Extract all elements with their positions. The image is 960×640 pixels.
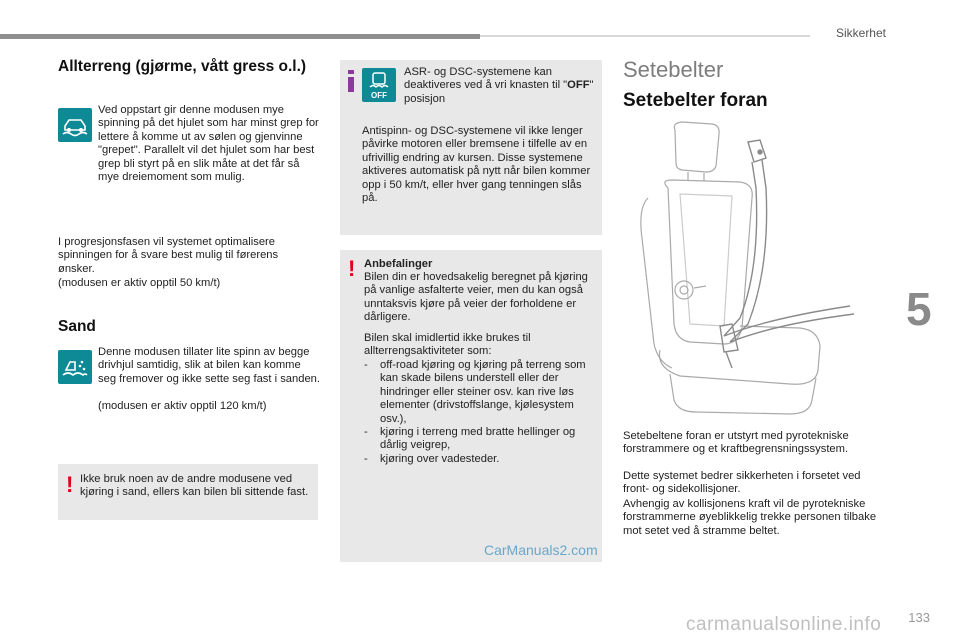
offroad-list bbox=[364, 359, 596, 466]
list-item: - off-road kjøring og kjøring på terreng som kan skade bilens understell eller der hindringer eller steiner osv. kan rive løs elementer (drivstoffslange, kjølesystem osv.), bbox=[364, 359, 586, 425]
setebelter-heading: Setebelter bbox=[623, 57, 724, 82]
warning-sand-text: Ikke bruk noen av de andre modusene ved kjøring i sand, ellers kan bilen bli sittende fast. bbox=[80, 473, 309, 499]
sand-speed-text: (modusen er aktiv opptil 120 km/t) bbox=[98, 400, 267, 412]
progress-text: I progresjonsfasen vil systemet optimalisere spinningen for å svare best mulig til førerens ønsker. bbox=[58, 236, 279, 275]
list-item: - kjøring over vadesteder. bbox=[364, 452, 500, 465]
chapter-number: 5 bbox=[906, 283, 932, 335]
setebelter-foran-heading: Setebelter foran bbox=[623, 90, 768, 111]
recommendations-box bbox=[340, 250, 602, 562]
header-bar-light bbox=[480, 35, 810, 37]
mud-terrain-icon bbox=[58, 108, 92, 142]
exclamation-icon-2: ! bbox=[348, 256, 356, 281]
exclamation-icon: ! bbox=[66, 472, 74, 497]
setebelter-text-3: Avhengig av kollisjonens kraft vil de pyrotekniske forstrammerne øyeblikkelig trekke personen tilbake mot setet ved å stramme beltet. bbox=[623, 498, 877, 537]
off-label: OFF bbox=[371, 91, 387, 100]
asr-info-box bbox=[340, 60, 602, 235]
list-item: - kjøring i terreng med bratte hellinger og dårlig veigrep, bbox=[364, 426, 576, 452]
watermark-online[interactable]: carmanualsonline.info bbox=[686, 614, 882, 635]
section-title: Sikkerhet bbox=[835, 26, 886, 40]
page-number: 133 bbox=[908, 610, 930, 625]
anbefalinger-title: Anbefalinger bbox=[364, 258, 433, 270]
antispin-text: Antispinn- og DSC-systemene vil ikke lenger påvirke motoren eller bremsene i tilfelle av en ufrivillig endring av kursen. Disse systemene aktiveres automatisk på nytt når bilen kommer opp i 50 km/t, eller hver gang tenningen slås på. bbox=[362, 125, 591, 205]
allterreng-text: Ved oppstart gir denne modusen mye spinning på det hjulet som har minst grep for lettere å komme ut av sølen og gjenvinne "grepet". Parallelt vil det hjulet som har best grep bli styrt på en slik måte at det får så mye dreiemoment som mulig. bbox=[98, 104, 319, 184]
watermark-carmanuals[interactable]: CarManuals2.com bbox=[484, 542, 598, 558]
anbefalinger-text: Bilen din er hovedsakelig beregnet på kjøring på vanlige asfalterte veier, men du kan også unntaksvis kjøre på veier der forholdene er dårligere. bbox=[364, 271, 588, 324]
sand-terrain-icon bbox=[58, 350, 92, 384]
header-bar bbox=[0, 34, 480, 39]
seat-belt-illustration bbox=[620, 118, 870, 418]
asr-text: ASR- og DSC-systemene kan deaktiveres ved å vri knasten til "OFF" posisjon bbox=[404, 66, 594, 105]
sand-heading: Sand bbox=[58, 318, 96, 335]
setebelter-text-2: Dette systemet bedrer sikkerheten i forsetet ved front- og sidekollisjoner. bbox=[623, 470, 861, 496]
setebelter-text-1: Setebeltene foran er utstyrt med pyrotekniske forstrammere og et kraftbegrensningssystem. bbox=[623, 430, 849, 456]
allterreng-heading: Allterreng (gjørme, vått gress o.l.) bbox=[58, 58, 307, 75]
info-icon bbox=[348, 70, 354, 92]
traction-off-icon bbox=[362, 68, 396, 102]
sand-text: Denne modusen tillater lite spinn av begge drivhjul samtidig, slik at bilen kan komme seg fremover og ikke sette seg fast i sanden. bbox=[98, 346, 321, 385]
anbefalinger-text-2: Bilen skal imidlertid ikke brukes til allterrengsaktiviteter som: bbox=[364, 332, 531, 358]
progress-speed-text: (modusen er aktiv opptil 50 km/t) bbox=[58, 277, 221, 289]
warning-box-sand bbox=[58, 464, 318, 520]
